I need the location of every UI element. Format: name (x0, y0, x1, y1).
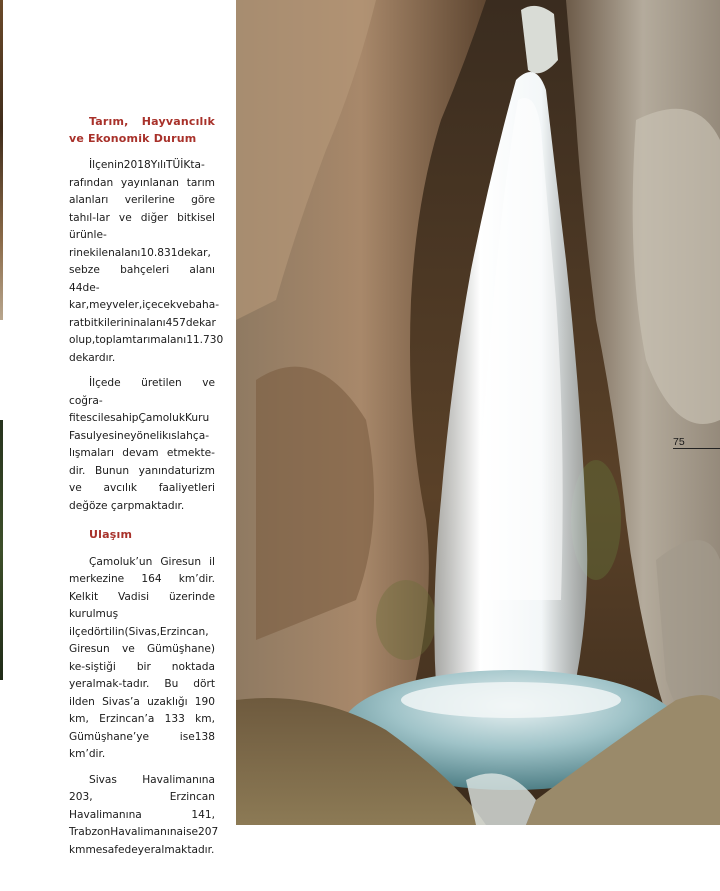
adjacent-page-photo-edge (0, 420, 3, 680)
paragraph-airports: Sivas Havalimanına 203, Erzincan Havalimanına 141, TrabzonHavalimanınaise207 kmmesafedeyeralmaktadır. (69, 773, 219, 856)
paragraph-bean-tourism: İlçede üretilen ve coğra-fitescilesahipÇamolukKuru Fasulyesineyönelikıslahça-lışmaları devam etmekte-dir. Bunun yanındaturizm ve avcılık faaliyetleri değöze çarpmaktadır. (69, 377, 215, 512)
page-number-rule (673, 448, 720, 449)
text-column (69, 114, 224, 867)
paragraph-agriculture-areas: İlçenin2018YılıTÜİKta-rafından yayınlanan tarım alanları verilerine göre tahıl-lar ve diğer bitkisel ürünle-rinekilenalanı10.831dekar, sebze bahçeleri alanı 44de-kar,meyveler,içecekvebaha-ratbitkilerininalanı457dekar olup,toplamtarımalanı11.730 dekardır. (69, 159, 224, 364)
paragraph-distances: Çamoluk’un Giresun il merkezine 164 km’dir. Kelkit Vadisi üzerinde kurulmuş ilçedörtilin(Sivas,Erzincan, Giresun ve Gümüşhane) ke-siştiği bir noktada yeralmak-tadır. Bu dört ilden Sivas’a uzaklığı 190 km, Erzincan’a 133 km, Gümüşhane’ye ise138 km’dir. (69, 555, 215, 760)
adjacent-page-photo-edge (0, 0, 3, 320)
waterfall-photo (236, 0, 720, 825)
page-number: 75 (673, 436, 685, 448)
section-heading-agriculture: Tarım, Hayvancılık ve Ekonomik Durum (69, 115, 215, 145)
section-heading-transport: Ulaşım (89, 528, 133, 541)
